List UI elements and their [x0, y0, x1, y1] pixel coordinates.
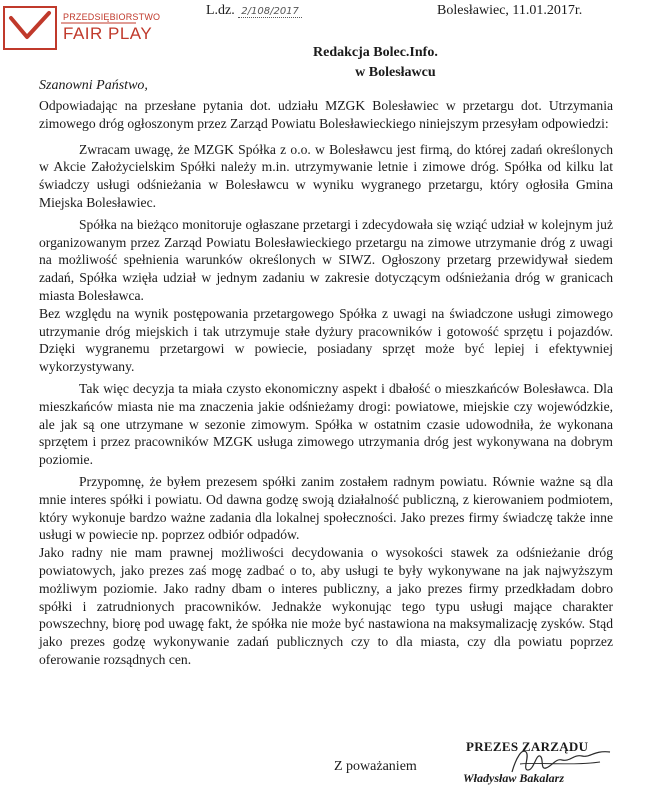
paragraph: Jako radny nie mam prawnej możliwości decydowania o wysokości stawek za odśnieżanie dróg powiatowych, jako prezes zaś mogę zadbać o to, aby usługi te były wykonywane na jak najwyższym możliwym poziomie. Jako radny dbam o interes publiczny, a jako prezes firmy przedkładam dobro spółki i zatrudnionych pracowników. Jednakże wykonując tego typu usługi mające charakter powszechny, biorę pod uwagę fakt, że spółka nie może być nastawiona na maksymalizację zysków. Stąd jako prezes godzę wykonywanie zadań publicznych czy to dla miasta, czy dla powiatu poprzez oferowanie rozsądnych cen. — [39, 545, 613, 667]
company-logo — [3, 4, 161, 52]
signatory-name: Władysław Bakalarz — [463, 771, 565, 785]
letter-body — [39, 97, 613, 669]
paragraph: Przypomnę, że byłem prezesem spółki zanim zostałem radnym powiatu. Równie ważne są dla mnie interes spółki i powiatu. Od dawna godzę swoją działalność publiczną, z kierowaniem podmiotem, który wykonuje bardzo ważne zadania dla lokalnej społeczności. Jako prezes firmy świadczę także inne usługi w powiecie np. poprzez odbiór odpadów. — [39, 473, 613, 543]
reference-number — [206, 3, 302, 19]
logo-text-top: PRZEDSIĘBIORSTWO — [63, 12, 161, 22]
salutation: Szanowni Państwo, — [39, 78, 148, 93]
recipient-line-2: w Bolesławcu — [355, 65, 436, 80]
paragraph: Bez względu na wynik postępowania przetargowego Spółka z uwagi na świadczone usługi zimowego utrzymanie dróg miejskich i tak utrzymuje stałe dyżury pracowników i gotowość sprzętu i pojazdów. Dzięki wygranemu przetargowi w powiecie, posiadany sprzęt może być lepiej i efektywniej wykorzystywany. — [39, 305, 613, 375]
paragraph: Zwracam uwagę, że MZGK Spółka z o.o. w Bolesławcu jest firmą, do której zadań określonych w Akcie Założycielskim Spółki należy m.in. utrzymywanie letnie i zimowe dróg. Spółka od kilku lat świadczy usługi odśnieżania w Bolesławcu w wyniku wygranego przetargu, który ogłosiła Gmina Miejska Bolesławiec. — [39, 141, 613, 210]
place-date: Bolesławiec, 11.01.2017r. — [437, 3, 583, 18]
recipient-block — [313, 43, 438, 83]
paragraph: Odpowiadając na przesłane pytania dot. udziału MZGK Bolesławiec w przetargu dot. Utrzymania zimowego dróg ogłoszonym przez Zarząd Powiatu Bolesławieckiego niniejszym przesyłam odpowiedzi: — [39, 98, 613, 131]
recipient-line-1: Redakcja Bolec.Info. — [313, 45, 438, 60]
reference-label: L.dz. — [206, 3, 235, 18]
closing-phrase: Z poważaniem — [334, 759, 417, 774]
paragraph: Tak więc decyzja ta miała czysto ekonomiczny aspekt i dbałość o mieszkańców Bolesławca. Dla mieszkańców miasta nie ma znaczenia jakie odśnieżamy drogi: powiatowe, miejskie czy wojewódzkie, ale jak są one utrzymane w sezonie zimowym. Spółka w ostatnim czasie udowodniła, że wykonana sprzętem i przez pracowników MZGK usługa zimowego utrzymania dróg jest wykonywana na dobrym poziomie. — [39, 380, 613, 468]
paragraph: Spółka na bieżąco monitoruje ogłaszane przetargi i zdecydowała się wziąć udział w kolejnym już organizowanym przez Zarząd Powiatu Bolesławieckiego przetargu na zimowe utrzymanie dróg z uwagi na możliwość spełnienia warunków określonych w SIWZ. Ogłoszony przetarg przewidywał siedem zadań, Spółka wzięła udział w jednym zadaniu w zakresie dotyczącym odśnieżania dróg w granicach miasta Bolesławca. — [39, 216, 613, 303]
reference-value: 2/108/2017 — [238, 6, 302, 18]
logo-text-main: FAIR PLAY — [63, 24, 153, 43]
signatory-title: PREZES ZARZĄDU — [466, 739, 589, 754]
